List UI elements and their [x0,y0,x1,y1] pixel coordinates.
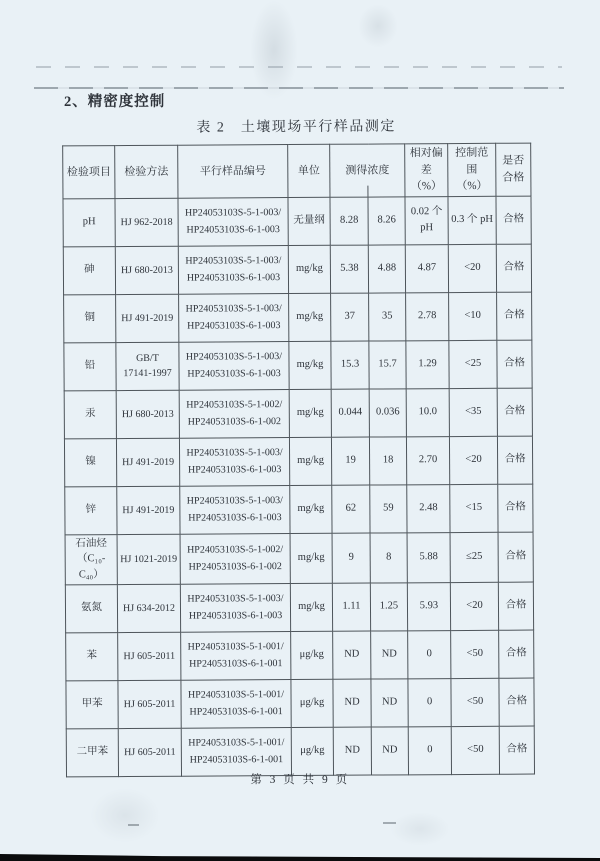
cell-test-item [66,680,118,728]
cell-relative-deviation: 0.02 个 pH [405,196,448,244]
cell-test-method [115,246,178,294]
cell-qualified: 合格 [496,244,531,292]
cell-text-line: HJ 491-2019 [122,456,175,468]
cell-test-method [117,534,180,585]
cell-test-method [116,438,179,486]
cell-relative-deviation: 10.0 [406,388,449,436]
col-header-method: 检验方法 [115,145,178,198]
table-row [66,678,534,729]
cell-text-line: 汞 [85,408,96,420]
cell-text-line: 砷 [84,264,95,276]
cell-text-line: 甲苯 [81,698,103,710]
cell-qualified: 合格 [497,436,532,484]
cell-control-range: <25 [449,340,497,388]
cell-control-range: <50 [451,726,499,774]
cell-control-range: <20 [448,244,496,292]
table-row [64,292,532,343]
cell-sample-no [180,583,290,632]
cell-text-line: HJ 491-2019 [121,312,174,324]
cell-text-line: 苯 [86,650,98,662]
table-row [66,726,534,777]
cell-concentration-1: 62 [332,485,370,533]
cell-relative-deviation: 2.78 [406,292,449,340]
cell-control-range: <10 [449,292,497,340]
table-row [65,582,533,633]
cell-text-line: HP24053103S-5-1-003/ [185,255,282,267]
cell-concentration-2: 0.036 [369,388,406,436]
cell-concentration-2: 15.7 [369,340,406,388]
cell-test-method [118,728,181,776]
cell-text-line: HP24053103S-6-1-003 [188,610,283,622]
cell-unit: mg/kg [290,583,332,631]
page-footer: 第 3 页 共 9 页 [250,774,350,786]
cell-unit: mg/kg [290,485,332,533]
scan-smudge [90,788,160,843]
cell-qualified: 合格 [497,388,532,436]
cell-text-line: HJ 1021-2019 [120,553,178,565]
cell-control-range: <15 [450,484,498,532]
table-row [65,532,533,585]
scan-speck [128,824,139,826]
document-body [62,115,534,778]
cell-text-line: HP24053103S-5-1-003/ [185,351,283,363]
cell-test-method [117,486,180,534]
cell-unit: μg/kg [291,679,333,727]
cell-concentration-2: 8 [370,532,407,582]
cell-text-line: HP24053103S-6-1-003 [187,464,282,476]
cell-test-item [64,438,116,486]
table-body [63,196,535,777]
scan-artifact-dashed-line [36,66,562,68]
cell-text-line: 石油烃 [75,537,107,549]
cell-unit: mg/kg [290,533,332,584]
col-header-qualified [496,143,531,196]
cell-text-line: HP24053103S-6-1-002 [187,416,282,428]
cell-qualified: 合格 [497,292,532,340]
cell-text-line: HP24053103S-5-1-003/ [186,447,283,459]
cell-concentration-2: 59 [370,484,407,532]
cell-concentration-2: ND [371,727,408,775]
table-row [63,196,531,247]
cell-concentration-1: 1.11 [332,583,370,631]
cell-text-line: pH [82,216,96,228]
cell-control-range: 0.3 个 pH [448,196,496,244]
cell-text-line: HP24053103S-6-1-002 [188,561,282,573]
cell-text-line: HJ 634-2012 [122,602,175,614]
scan-smudge [250,0,298,100]
scan-speck [383,822,396,824]
cell-text-line: HP24053103S-5-1-003/ [186,495,283,507]
cell-sample-no [178,197,288,246]
cell-text-line: 锌 [85,504,97,516]
cell-qualified: 合格 [497,340,532,388]
col-header-deviation [405,144,448,197]
cell-text-line: HP24053103S-5-1-001/ [188,737,285,749]
cell-test-method [118,632,181,680]
scan-smudge [390,812,450,846]
cell-unit: mg/kg [289,341,331,389]
cell-text-line: 镍 [85,456,96,468]
cell-test-method [116,390,179,438]
cell-concentration-2: 4.88 [368,244,405,292]
cell-text-line: HP24053103S-6-1-001 [189,658,283,670]
cell-sample-no [181,727,291,776]
cell-concentration-2: 1.25 [370,583,407,631]
cell-text-line: HP24053103S-5-1-003/ [185,303,282,315]
cell-control-range: <35 [449,388,497,436]
cell-unit: μg/kg [291,631,333,679]
cell-text-line: HJ 605-2011 [123,650,176,662]
cell-text-line: HP24053103S-6-1-001 [189,754,284,766]
cell-relative-deviation: 0 [408,726,451,774]
cell-relative-deviation: 2.70 [406,436,449,484]
table-row [64,340,532,391]
scan-smudge [358,4,398,48]
cell-qualified: 合格 [499,726,534,774]
cell-relative-deviation: 5.88 [407,532,450,583]
cell-concentration-2: ND [371,679,408,727]
cell-concentration-1: 15.3 [331,341,369,389]
cell-text-line: HP24053103S-5-1-003/ [187,593,284,605]
scan-artifact-dashed-line [34,87,564,89]
cell-unit: mg/kg [289,437,331,485]
cell-concentration-1: 5.38 [330,245,368,293]
cell-relative-deviation: 2.48 [407,484,450,532]
cell-concentration-1: ND [333,631,371,679]
parallel-sample-table [62,143,535,778]
cell-text-line: 铅 [84,360,96,372]
cell-test-item [66,632,118,680]
cell-text-line: HP24053103S-6-1-001 [189,706,283,718]
table-header-row [63,143,531,198]
cell-text-line: HP24053103S-6-1-003 [188,512,282,524]
cell-relative-deviation: 1.29 [406,340,449,388]
cell-test-method [116,294,179,342]
cell-unit: μg/kg [291,727,333,775]
cell-text-line: HP24053103S-6-1-003 [186,224,280,236]
cell-text-line: HP24053103S-6-1-003 [187,368,281,380]
cell-text-line: HJ 605-2011 [124,746,176,758]
header-line: （%） [456,179,488,193]
col-header-control-range [448,143,496,196]
cell-test-item [64,390,116,438]
cell-unit: mg/kg [289,389,331,437]
cell-text-line: （C₁₀-C₄₀） [76,553,106,581]
cell-control-range: <50 [451,678,499,726]
cell-text-line: 铜 [84,312,95,324]
cell-text-line: HJ 680-2013 [121,408,174,420]
cell-text-line: GB/T [136,352,159,364]
header-line: 合格 [502,171,525,184]
cell-text-line: HP24053103S-6-1-003 [186,272,281,284]
cell-test-item [64,342,116,390]
cell-relative-deviation: 4.87 [405,244,448,292]
cell-sample-no [181,631,291,680]
table-row [64,388,532,439]
col-header-concentration: 测得浓度 [330,144,405,197]
cell-unit: mg/kg [289,293,331,341]
col-header-sample-no: 平行样品编号 [178,145,288,198]
header-line: 控制范围 [455,146,489,176]
table-row [65,484,533,535]
cell-sample-no [179,293,289,342]
cell-control-range: <20 [450,582,498,630]
section-heading: 2、精密度控制 [64,94,166,110]
cell-control-range: <20 [449,436,497,484]
cell-unit: 无量纲 [288,197,330,245]
cell-qualified: 合格 [498,484,533,532]
cell-concentration-1: 37 [331,293,369,341]
col-header-unit: 单位 [288,144,330,197]
cell-text-line: HJ 491-2019 [122,504,175,516]
cell-relative-deviation: 5.93 [407,582,450,630]
cell-sample-no [180,485,290,534]
cell-text-line: 二甲苯 [76,746,109,758]
cell-qualified: 合格 [496,196,531,244]
cell-text-line: HP24053103S-5-1-002/ [186,399,283,411]
cell-unit: mg/kg [288,245,330,293]
cell-text-line: HP24053103S-5-1-001/ [187,641,284,653]
table-row [63,244,531,295]
cell-concentration-1: ND [333,679,371,727]
cell-test-method [117,584,180,632]
cell-concentration-2: ND [371,631,408,679]
cell-sample-no [179,437,289,486]
cell-text-line: HJ 962-2018 [120,216,173,228]
cell-sample-no [178,245,288,294]
cell-text-line: HP24053103S-5-1-001/ [187,689,285,701]
cell-qualified: 合格 [498,532,533,582]
cell-text-line: HJ 605-2011 [123,698,176,710]
cell-qualified: 合格 [499,630,534,678]
cell-test-item [63,198,115,246]
cell-concentration-1: 9 [332,533,370,583]
col-header-item: 检验项目 [63,146,115,199]
cell-text-line: 17141-1997 [123,367,172,380]
cell-sample-no [179,389,289,438]
header-line: 相对偏差 [409,147,443,176]
cell-concentration-2: 35 [369,292,406,340]
table-row [64,436,532,487]
cell-test-item [63,246,115,294]
cell-text-line: HP24053103S-5-1-002/ [187,544,284,556]
cell-concentration-1: 8.28 [330,197,368,245]
cell-test-item [66,728,118,776]
cell-test-method [115,198,178,246]
cell-concentration-1: 19 [331,437,369,485]
cell-concentration-1: ND [333,727,371,775]
table-title: 表 2 土壤现场平行样品测定 [196,119,396,136]
table-row [66,630,534,681]
cell-concentration-2: 8.26 [368,196,405,244]
cell-text-line: HP24053103S-5-1-003/ [184,207,282,219]
cell-text-line: HJ 680-2013 [120,264,173,276]
cell-control-range: ≤25 [450,532,498,583]
cell-qualified: 合格 [499,678,534,726]
cell-text-line: 氨氮 [80,602,103,614]
cell-test-method [118,680,181,728]
cell-text-line: HP24053103S-6-1-003 [187,320,281,332]
cell-relative-deviation: 0 [408,678,451,726]
cell-relative-deviation: 0 [408,630,451,678]
header-line: 是否 [502,154,525,167]
cell-test-item [65,584,117,632]
cell-control-range: <50 [451,630,499,678]
cell-test-item [65,534,117,585]
cell-concentration-1: 0.044 [331,389,369,437]
cell-test-item [65,486,117,534]
scan-artifact-bottom-bar [0,854,600,861]
cell-sample-no [180,533,290,584]
cell-test-item [64,294,116,342]
cell-sample-no [179,341,289,390]
cell-test-method [116,342,179,390]
cell-qualified: 合格 [498,582,533,630]
cell-sample-no [181,679,291,728]
header-line: （%） [410,180,443,193]
cell-concentration-2: 18 [369,436,406,484]
